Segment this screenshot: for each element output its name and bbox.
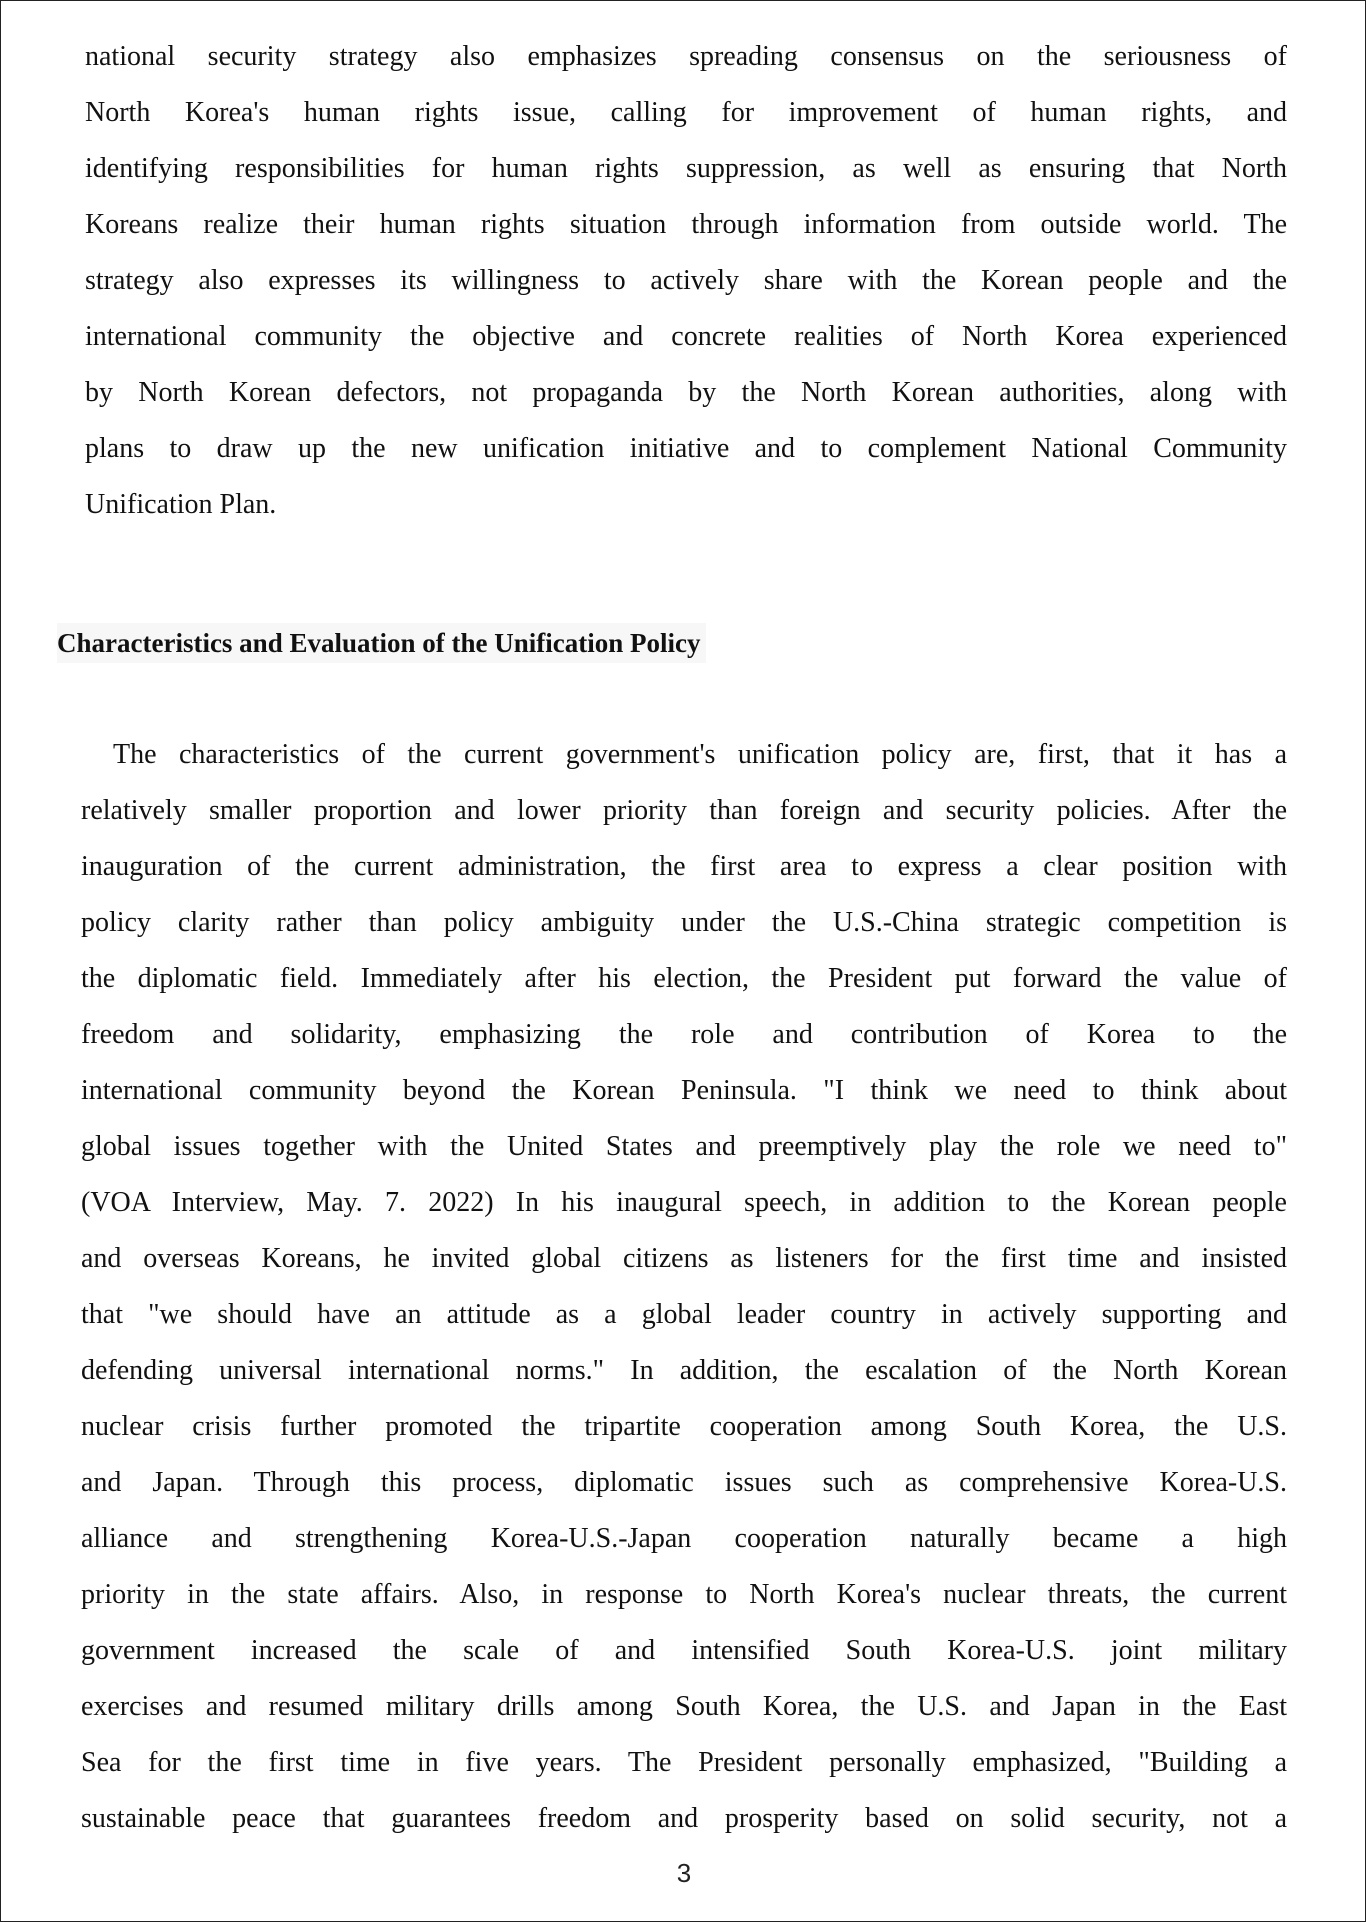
paragraph-line: alliance and strengthening Korea-U.S.-Japan cooperation naturally became a high xyxy=(81,1523,1287,1554)
paragraph-line: sustainable peace that guarantees freedom and prosperity based on solid security, not a xyxy=(81,1803,1287,1834)
paragraph-line: policy clarity rather than policy ambiguity under the U.S.-China strategic competition is xyxy=(81,907,1287,938)
paragraph-2 xyxy=(81,727,1287,1847)
paragraph-line: Sea for the first time in five years. The President personally emphasized, "Building a xyxy=(81,1747,1287,1778)
paragraph-line: The characteristics of the current government's unification policy are, first, that it has a xyxy=(113,739,1287,770)
paragraph-line: North Korea's human rights issue, calling for improvement of human rights, and xyxy=(85,97,1287,128)
paragraph-line: and Japan. Through this process, diplomatic issues such as comprehensive Korea-U.S. xyxy=(81,1467,1287,1498)
paragraph-line: exercises and resumed military drills among South Korea, the U.S. and Japan in the East xyxy=(81,1691,1287,1722)
paragraph-1 xyxy=(85,29,1287,533)
paragraph-line: (VOA Interview, May. 7. 2022) In his inaugural speech, in addition to the Korean people xyxy=(81,1187,1287,1218)
paragraph-line: national security strategy also emphasizes spreading consensus on the seriousness of xyxy=(85,41,1287,72)
paragraph-line: government increased the scale of and intensified South Korea-U.S. joint military xyxy=(81,1635,1287,1666)
paragraph-line: plans to draw up the new unification initiative and to complement National Community xyxy=(85,433,1287,464)
paragraph-line: Unification Plan. xyxy=(85,489,277,520)
paragraph-line: priority in the state affairs. Also, in response to North Korea's nuclear threats, the current xyxy=(81,1579,1287,1610)
page-number: 3 xyxy=(676,1858,692,1888)
paragraph-line: international community the objective and concrete realities of North Korea experienced xyxy=(85,321,1287,352)
paragraph-line: nuclear crisis further promoted the tripartite cooperation among South Korea, the U.S. xyxy=(81,1411,1287,1442)
paragraph-line: by North Korean defectors, not propaganda by the North Korean authorities, along with xyxy=(85,377,1287,408)
paragraph-line: international community beyond the Korean Peninsula. "I think we need to think about xyxy=(81,1075,1287,1106)
paragraph-line: global issues together with the United States and preemptively play the role we need to" xyxy=(81,1131,1287,1162)
paragraph-line: Koreans realize their human rights situation through information from outside world. The xyxy=(85,209,1287,240)
paragraph-line: and overseas Koreans, he invited global citizens as listeners for the first time and insisted xyxy=(81,1243,1287,1274)
paragraph-line: freedom and solidarity, emphasizing the role and contribution of Korea to the xyxy=(81,1019,1287,1050)
paragraph-line: inauguration of the current administration, the first area to express a clear position with xyxy=(81,851,1287,882)
paragraph-line: that "we should have an attitude as a global leader country in actively supporting and xyxy=(81,1299,1287,1330)
paragraph-line: identifying responsibilities for human rights suppression, as well as ensuring that North xyxy=(85,153,1287,184)
paragraph-line: relatively smaller proportion and lower priority than foreign and security policies. After the xyxy=(81,795,1287,826)
paragraph-line: the diplomatic field. Immediately after his election, the President put forward the value of xyxy=(81,963,1287,994)
paragraph-line: defending universal international norms." In addition, the escalation of the North Korean xyxy=(81,1355,1287,1386)
section-heading: Characteristics and Evaluation of the Unification Policy xyxy=(57,623,706,663)
paragraph-line: strategy also expresses its willingness to actively share with the Korean people and the xyxy=(85,265,1287,296)
